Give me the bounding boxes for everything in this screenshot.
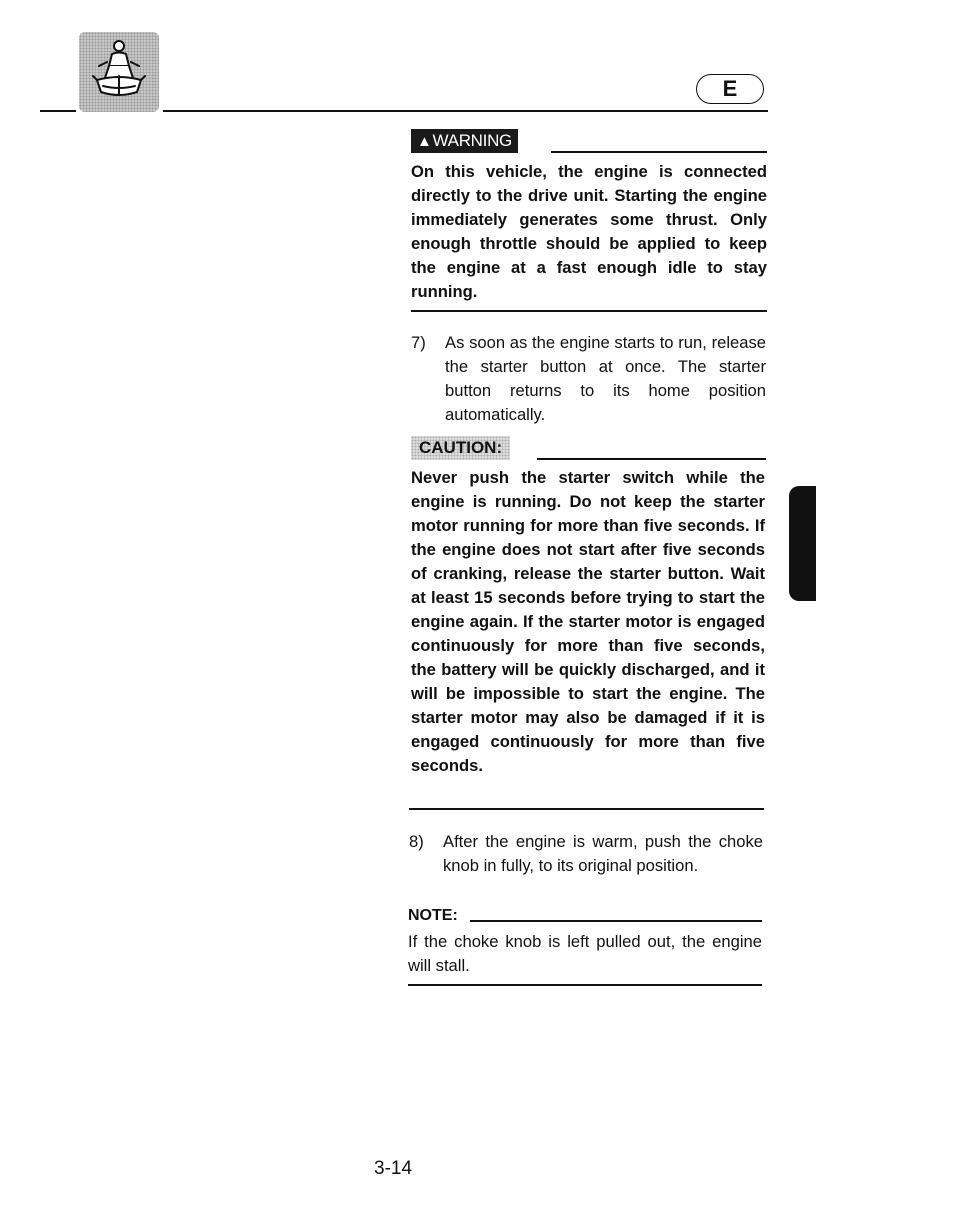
caution-body (411, 466, 765, 778)
warning-triangle-icon: ▲ (417, 133, 432, 150)
caution-heading (411, 436, 767, 462)
step-7 (411, 331, 766, 427)
note-heading (408, 906, 762, 926)
step-text: After the engine is warm, push the choke knob in fully, to its original position. (443, 832, 763, 875)
step-text: As soon as the engine starts to run, release the starter button at once. The starter button returns to its home position automatically. (445, 333, 766, 424)
header-rule (163, 110, 768, 112)
step-number: 7) (411, 333, 426, 352)
warning-end-rule (411, 310, 767, 312)
header-rule-left (40, 110, 76, 112)
caution-label: CAUTION: (411, 436, 510, 460)
warning-heading (411, 129, 767, 155)
note-end-rule (408, 984, 762, 986)
step-number: 8) (409, 832, 424, 851)
note-heading-rule (470, 920, 762, 922)
note-body (408, 930, 762, 978)
note-label: NOTE: (408, 907, 458, 924)
caution-heading-rule (537, 458, 766, 460)
note-text: If the choke knob is left pulled out, the engine will stall. (408, 932, 762, 975)
page-number: 3-14 (374, 1158, 413, 1179)
caution-end-rule (409, 808, 764, 810)
jet-ski-rider-icon (79, 32, 159, 112)
warning-text: On this vehicle, the engine is connected directly to the drive unit. Starting the engine immediately generates some thrust. Only enough throttle should be applied to keep the engine at a fast enough idle to stay running. (411, 162, 767, 301)
warning-body (411, 160, 767, 304)
warning-heading-rule (551, 151, 767, 153)
step-8 (409, 830, 763, 878)
warning-label: ▲WARNING (411, 129, 518, 153)
caution-text: Never push the starter switch while the engine is running. Do not keep the starter motor running for more than five seconds. If the engine does not start after five seconds of cranking, release the starter button. Wait at least 15 seconds before trying to start the engine again. If the starter motor is engaged continuously for more than five seconds, the battery will be quickly discharged, and it will be impossible to start the engine. The starter motor may also be damaged if it is engaged continuously for more than five seconds. (411, 468, 765, 775)
language-badge: E (696, 74, 764, 104)
section-tab-marker (789, 486, 816, 601)
